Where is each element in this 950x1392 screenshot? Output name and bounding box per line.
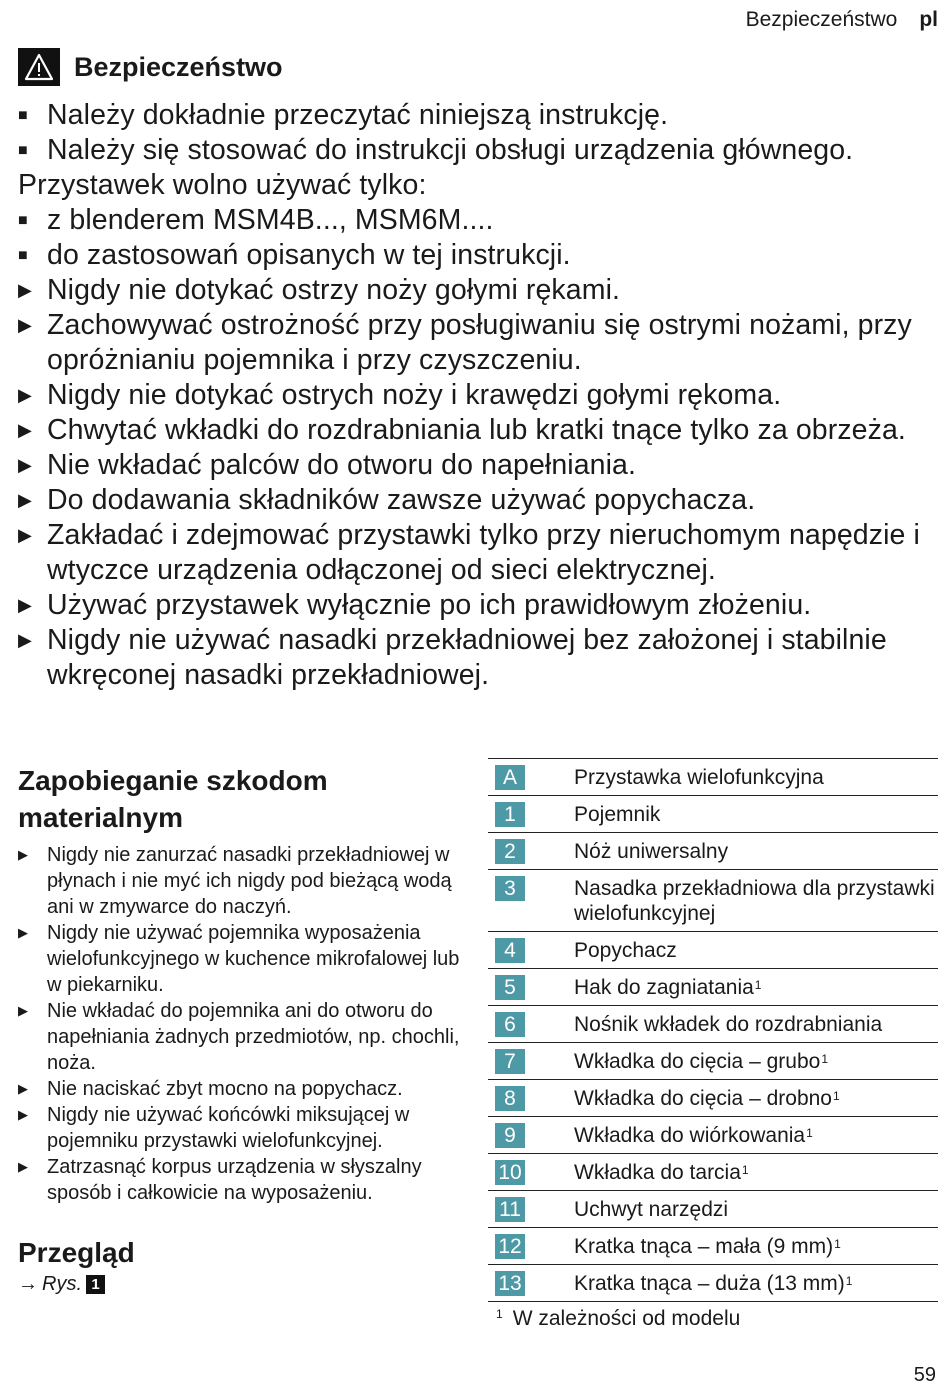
triangle-bullet-icon: ▶ [18, 1003, 28, 1018]
page-number: 59 [913, 1364, 936, 1386]
safety-item [18, 238, 933, 273]
figure-ref-badge: 1 [86, 1275, 105, 1294]
part-row [488, 1264, 938, 1302]
part-badge: 9 [495, 1123, 525, 1148]
part-row [488, 758, 938, 795]
part-row [488, 931, 938, 968]
part-badge-cell [488, 796, 574, 832]
safety-item-text: Nigdy nie dotykać ostrzy noży gołymi rękami. [47, 274, 621, 306]
part-label: Hak do zagniatania [574, 976, 754, 999]
part-badge-cell [488, 1117, 574, 1153]
safety-item [18, 98, 933, 133]
part-label: Wkładka do cięcia – grubo [574, 1050, 821, 1073]
square-bullet-icon: ■ [18, 142, 28, 159]
safety-item-text: Używać przystawek wyłącznie po ich prawidłowym złożeniu. [47, 589, 812, 621]
part-badge: 2 [495, 839, 525, 864]
part-badge-cell [488, 1228, 574, 1264]
part-label: Wkładka do wiórkowania [574, 1124, 806, 1147]
damage-item-text: Nie naciskać zbyt mocno na popychacz. [47, 1078, 403, 1100]
safety-item-text: Zachowywać ostrożność przy posługiwaniu się ostrymi nożami, przy opróżnianiu pojemnika i przy czyszczeniu. [47, 309, 912, 376]
triangle-bullet-icon: ▶ [18, 315, 32, 335]
part-label: Popychacz [574, 939, 677, 962]
safety-item-text: Do dodawania składników zawsze używać popychacza. [47, 484, 756, 516]
safety-item [18, 203, 933, 238]
triangle-bullet-icon: ▶ [18, 595, 32, 615]
figure-ref-label: Rys. [42, 1273, 82, 1295]
part-label: Nóż uniwersalny [574, 840, 729, 863]
damage-item [18, 1076, 470, 1102]
part-label-cell [574, 1228, 938, 1264]
safety-heading [18, 48, 283, 86]
part-badge-cell [488, 1080, 574, 1116]
part-row [488, 1116, 938, 1153]
triangle-bullet-icon: ▶ [18, 385, 32, 405]
safety-item [18, 518, 933, 588]
part-footnote-mark: 1 [806, 1126, 813, 1140]
part-badge: 7 [495, 1049, 525, 1074]
part-badge-cell [488, 759, 574, 795]
part-label-cell [574, 796, 938, 832]
triangle-bullet-icon: ▶ [18, 525, 32, 545]
triangle-bullet-icon: ▶ [18, 420, 32, 440]
triangle-bullet-icon: ▶ [18, 280, 32, 300]
part-row [488, 1079, 938, 1116]
damage-item [18, 1154, 470, 1206]
part-row [488, 795, 938, 832]
damage-item [18, 920, 470, 998]
part-footnote-mark: 1 [834, 1237, 841, 1251]
part-badge-cell [488, 932, 574, 968]
part-badge: 8 [495, 1086, 525, 1111]
damage-item-text: Zatrzasnąć korpus urządzenia w słyszalny sposób i całkowicie na wyposażeniu. [47, 1156, 422, 1204]
safety-title: Bezpieczeństwo [74, 51, 283, 82]
part-row [488, 968, 938, 1005]
triangle-bullet-icon: ▶ [18, 630, 32, 650]
part-badge: 12 [495, 1234, 525, 1259]
part-label-cell [574, 870, 938, 931]
part-badge: 13 [495, 1271, 525, 1296]
safety-item-text: Należy się stosować do instrukcji obsługi urządzenia głównego. [47, 134, 854, 166]
part-badge-cell [488, 870, 574, 931]
part-label: Pojemnik [574, 803, 661, 826]
triangle-bullet-icon: ▶ [18, 1081, 28, 1096]
part-badge: 11 [495, 1197, 525, 1222]
part-label-cell [574, 969, 938, 1005]
safety-item [18, 133, 933, 168]
part-label-cell [574, 932, 938, 968]
part-label: Uchwyt narzędzi [574, 1198, 729, 1221]
damage-title: Zapobieganie szkodom materialnym [18, 765, 328, 833]
part-badge-cell [488, 833, 574, 869]
part-footnote-mark: 1 [845, 1274, 853, 1288]
part-badge-cell [488, 1191, 574, 1227]
safety-item-text: do zastosowań opisanych w tej instrukcji. [47, 239, 571, 271]
triangle-bullet-icon: ▶ [18, 1107, 28, 1122]
part-badge: 10 [495, 1160, 525, 1185]
triangle-bullet-icon: ▶ [18, 1159, 28, 1174]
part-row [488, 1153, 938, 1190]
part-label: Kratka tnąca – mała (9 mm) [574, 1235, 834, 1258]
part-label-cell [574, 1117, 938, 1153]
part-footnote-mark: 1 [754, 978, 762, 992]
arrow-icon: → [18, 1273, 38, 1295]
safety-item [18, 413, 933, 448]
part-badge-cell [488, 1006, 574, 1042]
part-badge: A [495, 765, 525, 790]
safety-item-text: Nie wkładać palców do otworu do napełniania. [47, 449, 637, 481]
part-row [488, 1227, 938, 1264]
part-label-cell [574, 833, 938, 869]
safety-item [18, 623, 933, 693]
damage-item [18, 998, 470, 1076]
part-footnote-mark: 1 [832, 1089, 840, 1103]
part-label-cell [574, 1006, 938, 1042]
triangle-bullet-icon: ▶ [18, 925, 28, 940]
part-badge-cell [488, 1265, 574, 1301]
footnote-text: W zależności od modelu [512, 1307, 741, 1330]
triangle-bullet-icon: ▶ [18, 455, 32, 475]
parts-table [488, 758, 938, 1302]
damage-item-text: Nie wkładać do pojemnika ani do otworu do napełniania żadnych przedmiotów, np. chochli, noża. [47, 1000, 460, 1074]
damage-item [18, 1102, 470, 1154]
page-header [746, 8, 938, 32]
damage-list [18, 842, 470, 1206]
part-badge: 6 [495, 1012, 525, 1037]
footnote-mark: 1 [496, 1307, 503, 1321]
safety-item-text: Nigdy nie dotykać ostrych noży i krawędzi gołymi rękoma. [47, 379, 782, 411]
part-badge-cell [488, 1043, 574, 1079]
part-row [488, 832, 938, 869]
part-row [488, 1005, 938, 1042]
part-badge: 3 [495, 876, 525, 901]
part-label-cell [574, 1191, 938, 1227]
part-label: Wkładka do cięcia – drobno [574, 1087, 832, 1110]
damage-item-text: Nigdy nie używać pojemnika wyposażenia wielofunkcyjnego w kuchence mikrofalowej lub w piekarniku. [47, 922, 460, 996]
safety-item [18, 378, 933, 413]
safety-item [18, 273, 933, 308]
damage-item-text: Nigdy nie zanurzać nasadki przekładniowej w płynach i nie myć ich nigdy pod bieżącą wodą ani w zmywarce do naczyń. [47, 844, 452, 918]
safety-item [18, 588, 933, 623]
square-bullet-icon: ■ [18, 212, 28, 229]
triangle-bullet-icon: ▶ [18, 490, 32, 510]
header-section: Bezpieczeństwo [745, 8, 898, 31]
safety-item-text: Nigdy nie używać nasadki przekładniowej bez założonej i stabilnie wkręconej nasadki przekładniowej. [47, 624, 887, 691]
part-badge: 5 [495, 975, 525, 1000]
safety-item [18, 308, 933, 378]
warning-icon [18, 48, 60, 86]
square-bullet-icon: ■ [18, 247, 28, 264]
damage-item-text: Nigdy nie używać końcówki miksującej w pojemniku przystawki wielofunkcyjnej. [47, 1104, 410, 1152]
part-row [488, 869, 938, 931]
figure-reference [18, 1273, 470, 1296]
footnote [496, 1307, 740, 1331]
part-label: Przystawka wielofunkcyjna [574, 766, 824, 789]
part-badge-cell [488, 969, 574, 1005]
part-label-cell [574, 1080, 938, 1116]
part-label: Nasadka przekładniowa dla przystawki wielofunkcyjnej [574, 877, 935, 925]
safety-item-text: z blenderem MSM4B..., MSM6M.... [47, 204, 494, 236]
part-footnote-mark: 1 [741, 1163, 749, 1177]
part-badge: 4 [495, 938, 525, 963]
part-label-cell [574, 1043, 938, 1079]
part-label-cell [574, 759, 938, 795]
part-label: Kratka tnąca – duża (13 mm) [574, 1272, 845, 1295]
square-bullet-icon: ■ [18, 107, 28, 124]
header-language: pl [919, 8, 938, 31]
safety-item-text: Chwytać wkładki do rozdrabniania lub kratki tnące tylko za obrzeża. [47, 414, 906, 446]
part-badge: 1 [495, 802, 525, 827]
part-row [488, 1190, 938, 1227]
safety-item [18, 448, 933, 483]
safety-item-text: Zakładać i zdejmować przystawki tylko przy nieruchomym napędzie i wtyczce urządzenia odłączonej od sieci elektrycznej. [47, 519, 920, 586]
part-footnote-mark: 1 [821, 1052, 828, 1066]
left-column [18, 762, 470, 1296]
safety-item [18, 168, 933, 203]
part-label: Wkładka do tarcia [574, 1161, 741, 1184]
damage-item [18, 842, 470, 920]
part-row [488, 1042, 938, 1079]
safety-list [18, 98, 933, 693]
safety-item-text: Przystawek wolno używać tylko: [18, 169, 427, 201]
triangle-bullet-icon: ▶ [18, 847, 28, 862]
part-label-cell [574, 1154, 938, 1190]
safety-item-text: Należy dokładnie przeczytać niniejszą instrukcję. [47, 99, 669, 131]
safety-item [18, 483, 933, 518]
part-badge-cell [488, 1154, 574, 1190]
part-label: Nośnik wkładek do rozdrabniania [574, 1013, 883, 1036]
overview-title: Przegląd [18, 1237, 135, 1268]
part-label-cell [574, 1265, 938, 1301]
